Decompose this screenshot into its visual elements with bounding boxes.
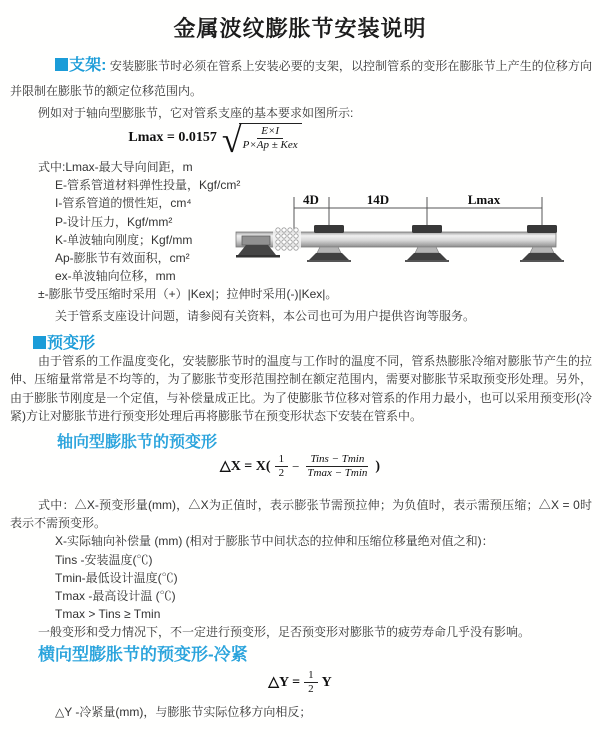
axial-item: Tmin-最低设计温度(℃) bbox=[55, 570, 178, 585]
lateral-formula-half: $\frac{1}{2}$ bbox=[304, 669, 318, 696]
bellows-icon bbox=[273, 228, 301, 250]
lmax-numerator: E×I bbox=[257, 125, 283, 139]
definition-line: Ap-膨胀节有效面积，cm² bbox=[55, 251, 190, 266]
lateral-formula-lhs: △Y = bbox=[268, 675, 301, 690]
definition-line: P-设计压力，Kgf/mm² bbox=[55, 214, 173, 229]
section-square-icon bbox=[55, 58, 68, 71]
lmax-denominator: P×Ap ± Kex bbox=[242, 139, 298, 151]
lateral-formula-rhs: Y bbox=[321, 674, 332, 690]
minus-sign: − bbox=[292, 458, 300, 474]
axial-item: Tmax -最高设计温 (℃) bbox=[55, 589, 176, 604]
lmax-formula-lhs: Lmax = 0.0157 bbox=[128, 129, 217, 145]
axial-item: X-实际轴向补偿量 (mm) (相对于膨胀节中间状态的拉伸和压缩位移量绝对值之和)： bbox=[55, 534, 494, 549]
support-section-heading: 支架: bbox=[69, 57, 107, 74]
axial-item: Tmax > Tins ≥ Tmin bbox=[55, 607, 161, 622]
predeform-heading-label: 预变形 bbox=[47, 335, 96, 352]
axial-formula-half: $\frac{1}{2}$ bbox=[275, 453, 289, 480]
lateral-formula bbox=[0, 669, 600, 696]
support-intro-text: 安装膨胀节时必须在管系上安装必要的支架，以控制管系的变形在膨胀节上产生的位移方向并限制在膨胀节的额定位移范围内。 bbox=[10, 59, 592, 98]
support-consulting-note: 关于管系支座设计问题，请参阅有关资料，本公司也可为用户提供咨询等服务。 bbox=[55, 308, 476, 323]
dim-label-14d: 14D bbox=[366, 192, 390, 207]
predeform-section-heading bbox=[33, 330, 95, 353]
page-title: 金属波纹膨胀节安装说明 bbox=[173, 16, 427, 41]
pipe-support-diagram bbox=[234, 192, 574, 270]
pipe-support-diagram-svg bbox=[234, 192, 574, 270]
axial-subsection-heading: 轴向型膨胀节的预变形 bbox=[57, 434, 218, 451]
support-section-paragraph bbox=[10, 54, 592, 104]
definition-line: I-管系管道的惯性矩，cm⁴ bbox=[55, 196, 192, 211]
axial-notes bbox=[10, 496, 592, 642]
definition-line-plusminus: ±-膨胀节受压缩时采用（+）|Kex|；拉伸时采用(-)|Kex|。 bbox=[38, 287, 338, 302]
dim-label-lmax: Lmax bbox=[467, 192, 501, 207]
lateral-note: △Y -冷紧量(mm)，与膨胀节实际位移方向相反； bbox=[55, 705, 312, 719]
axial-item: Tins -安装温度(℃) bbox=[55, 552, 153, 567]
axial-where-clause: 式中：△X-预变形量(mm)，△X为正值时，表示膨张节需预拉伸；为负值时，表示需预压缩；△X = 0时表示不需预变形。 bbox=[10, 498, 592, 531]
axial-general-note: 一般变形和受力情况下，不一定进行预变形，足否预变形对膨胀节的疲劳寿命几乎没有影响。 bbox=[38, 625, 531, 640]
definition-line: E-管系管道材料弹性投量，Kgf/cm² bbox=[55, 178, 241, 193]
lateral-subsection-heading: 横向型膨胀节的预变形-冷紧 bbox=[38, 645, 248, 664]
lmax-formula-fraction bbox=[239, 123, 302, 152]
section-square-icon bbox=[33, 336, 46, 349]
axial-formula-temp-fraction: $\frac{\text{Tins − Tmin}}{Tmax - Tmin}$ bbox=[307, 453, 368, 479]
definition-line: ex-单波轴向位移，mm bbox=[55, 269, 176, 284]
axial-formula bbox=[0, 453, 600, 480]
definition-line: 式中:Lmax-最大导向间距，m bbox=[38, 160, 193, 174]
support-example-line: 例如对于轴向型膨胀节，它对管系支座的基本要求如图所示: bbox=[38, 106, 354, 120]
axial-formula-close-paren: ) bbox=[375, 458, 381, 474]
lmax-formula: Lmax = 0.0157 √ $\frac{E\times I}{\text{P×Ap ± Kex}}$ bbox=[0, 123, 430, 152]
definition-line: K-单波轴向刚度；Kgf/mm bbox=[55, 232, 193, 247]
axial-formula-lhs: △X = X( bbox=[219, 459, 271, 474]
predeform-paragraph: 由于管系的工作温度变化，安装膨胀节时的温度与工作时的温度不同，管系热膨胀冷缩对膨胀节产生的拉伸、压缩量常常是不均等的，为了膨胀节变形范围控制在额定范围内，需要对膨胀节采取预变形处理。另外，由于膨胀节刚度是一个定值，与补偿量成正比。为了使膨胀节位移对管系的作用力最小，也可以采用预变形(冷紧)方让对膨胀节进行预变形处理后再将膨胀节在预变形状态下安装在管系中。 bbox=[10, 354, 592, 424]
dim-label-4d: 4D bbox=[303, 192, 319, 207]
